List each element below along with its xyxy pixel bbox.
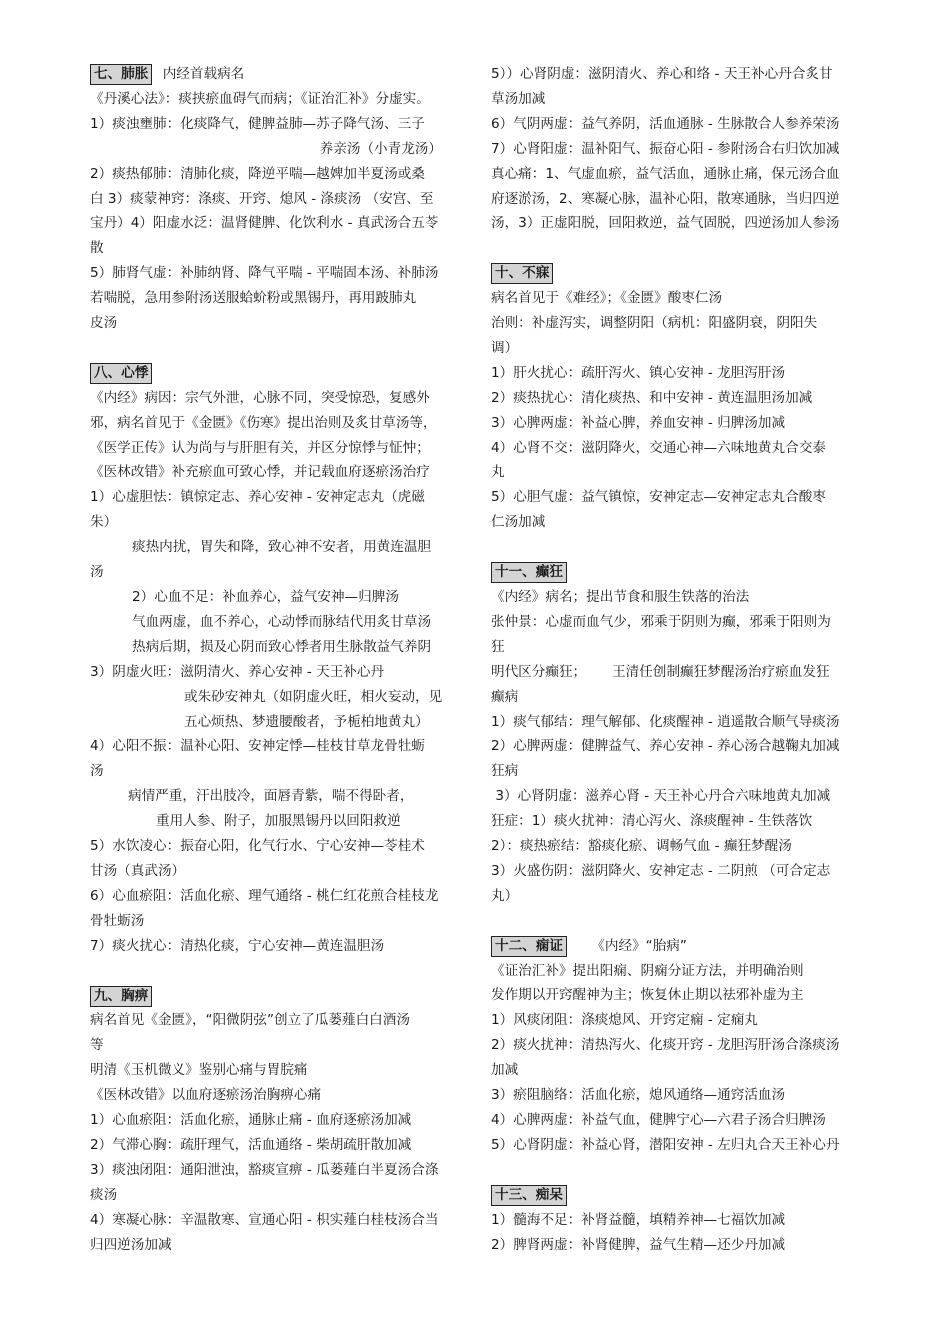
text-line: 甘汤（真武汤） bbox=[90, 862, 186, 879]
text-line: 《丹溪心法》：痰挟瘀血碍气而病；《证治汇补》分虚实。 bbox=[90, 90, 430, 107]
text-line: 治则：补虚泻实，调整阴阳（病机：阳盛阴衰，阴阳失 bbox=[491, 315, 818, 332]
text-line: 《医林改错》补充瘀血可致心悸，并记载血府逐瘀汤治疗 bbox=[90, 464, 430, 481]
section-chi-dai bbox=[491, 1183, 869, 1258]
section-xian-zheng bbox=[491, 934, 869, 1158]
text-line: 病名首见于《难经》；《金匮》酸枣仁汤 bbox=[491, 290, 723, 307]
section-title: 十一、癫狂 bbox=[491, 562, 567, 583]
text-line: 7）痰火扰心：清热化痰，宁心安神—黄连温胆汤 bbox=[90, 937, 385, 954]
text-line: 张仲景：心虚而血气少，邪乘于阴则为癫，邪乘于阳则为 bbox=[491, 613, 831, 630]
text-line: 宝丹）4）阳虚水泛：温肾健脾、化饮利水 - 真武汤合五苓 bbox=[90, 215, 439, 232]
section-bu-mei bbox=[491, 261, 869, 535]
section-title: 十二、痫证 bbox=[491, 936, 567, 957]
text-line: 2）脾肾两虚：补肾健脾，益气生精—还少丹加减 bbox=[491, 1236, 786, 1253]
text-line: 散 bbox=[90, 240, 104, 257]
text-line: 皮汤 bbox=[90, 315, 118, 332]
text-line: 病名首见《金匮》，“阳微阴弦”创立了瓜蒌薤白白酒汤 bbox=[90, 1012, 410, 1029]
text-line: 6）气阴两虚：益气养阴，活血通脉 - 生脉散合人参养荣汤 bbox=[491, 115, 840, 132]
text-line: 《内经》病因：宗气外泄，心脉不同，突受惊恐，复感外 bbox=[90, 389, 430, 406]
text-line: 2）气滞心胸：疏肝理气，活血通络 - 柴胡疏肝散加减 bbox=[90, 1136, 412, 1153]
text-line: 加减 bbox=[491, 1062, 519, 1079]
text-line: 5）心肾阴虚：补益心肾，潜阳安神 - 左归丸合天王补心丹 bbox=[491, 1136, 840, 1153]
text-line: 发作期以开窍醒神为主；恢复休止期以祛邪补虚为主 bbox=[491, 987, 804, 1004]
text-line: 汤 bbox=[90, 763, 104, 780]
text-line: 3）火盛伤阴：滋阴降火、安神定志 - 二阴煎 （可合定志 bbox=[491, 862, 831, 879]
text-line: 1）风痰闭阻：涤痰熄风、开窍定痫 - 定痫丸 bbox=[491, 1012, 758, 1029]
text-line: 癫病 bbox=[491, 688, 519, 705]
text-line: 《内经》病名；提出节食和服生铁落的治法 bbox=[491, 589, 750, 605]
text-line: 3）阴虚火旺：滋阴清火、养心安神 - 天王补心丹 bbox=[90, 663, 385, 680]
text-line: 朱） bbox=[90, 514, 118, 531]
text-line: 1）痰浊壅肺：化痰降气，健脾益肺—苏子降气汤、三子 bbox=[90, 115, 425, 132]
text-line: 1）痰气郁结：理气解郁、化痰醒神 - 逍遥散合顺气导痰汤 bbox=[491, 713, 840, 730]
text-line: 重用人参、附子，加服黑锡丹以回阳救逆 bbox=[156, 813, 401, 830]
section-heading bbox=[491, 934, 869, 959]
section-heading bbox=[90, 361, 468, 386]
section-note: 《内经》“胎病” bbox=[591, 937, 687, 954]
text-line: 5）肺肾气虚：补肺纳肾、降气平喘 - 平喘固本汤、补肺汤 bbox=[90, 265, 439, 282]
text-line: 2）心脾两虚：健脾益气、养心安神 - 养心汤合越鞠丸加减 bbox=[491, 738, 840, 755]
text-line: 1）肝火扰心：疏肝泻火、镇心安神 - 龙胆泻肝汤 bbox=[491, 364, 786, 381]
text-line: 3）痰浊闭阻：通阳泄浊，豁痰宣痹 - 瓜蒌薤白半夏汤合涤 bbox=[90, 1161, 439, 1178]
text-line: 4）心肾不交：滋阴降火，交通心神—六味地黄丸合交泰 bbox=[491, 439, 826, 456]
text-line: 邪，病名首见于《金匮》《伤寒》提出治则及炙甘草汤等， bbox=[90, 414, 437, 431]
section-title: 十、不寐 bbox=[491, 263, 553, 284]
text-line: 等 bbox=[90, 1037, 104, 1054]
text-line: 5））心肾阴虚：滋阴清火、养心和络 - 天王补心丹合炙甘 bbox=[491, 66, 833, 82]
text-line: 5）水饮凌心：振奋心阳，化气行水、宁心安神—苓桂术 bbox=[90, 838, 425, 855]
text-line: 五心烦热、梦遗腰酸者，予栀柏地黄丸） bbox=[184, 713, 429, 730]
text-line: 汤，3）正虚阳脱，回阳救逆，益气固脱，四逆汤加人参汤 bbox=[491, 215, 840, 232]
text-line: 狂症：1）痰火扰神：清心泻火、涤痰醒神 - 生铁落饮 bbox=[491, 813, 813, 830]
text-line: 狂病 bbox=[491, 763, 519, 780]
section-dian-kuang bbox=[491, 560, 869, 909]
text-line: 4）心脾两虚：补益气血，健脾宁心—六君子汤合归脾汤 bbox=[491, 1112, 826, 1129]
text-line: 3）瘀阻脑络：活血化瘀，熄风通络—通窍活血汤 bbox=[491, 1087, 786, 1104]
text-line: 6）心血瘀阻：活血化瘀、理气通络 - 桃仁红花煎合桂枝龙 bbox=[90, 887, 439, 904]
section-title: 九、胸痹 bbox=[90, 986, 152, 1007]
text-line: 或朱砂安神丸（如阴虚火旺，相火妄动，见 bbox=[184, 688, 443, 705]
text-line: 1）心虚胆怯：镇惊定志、养心安神 - 安神定志丸（虎磁 bbox=[90, 489, 425, 506]
text-line: 府逐淤汤，2、寒凝心脉，温补心阳，散寒通脉，当归四逆 bbox=[491, 190, 840, 207]
text-line: 明代区分癫狂； 王清任创制癫狂梦醒汤治疗瘀血发狂 bbox=[491, 663, 830, 680]
text-line: 2）痰热扰心：清化痰热、和中安神 - 黄连温胆汤加减 bbox=[491, 389, 813, 406]
text-line: 《医学正传》认为尚与与肝胆有关，并区分惊悸与怔忡； bbox=[90, 439, 430, 456]
text-line: 3）心肾阴虚：滋养心肾 - 天王补心丹合六味地黄丸加减 bbox=[491, 788, 831, 805]
text-line: 2）痰热郁肺：清肺化痰，降逆平喘—越婢加半夏汤或桑 bbox=[90, 165, 425, 182]
section-heading bbox=[90, 62, 468, 87]
text-line: 真心痛：1、气虚血瘀，益气活血，通脉止痛，保元汤合血 bbox=[491, 165, 840, 182]
section-heading bbox=[491, 560, 869, 585]
section-xiong-bi bbox=[90, 984, 468, 1258]
text-line: 5）心胆气虚：益气镇惊，安神定志—安神定志丸合酸枣 bbox=[491, 489, 826, 506]
text-line: 草汤加减 bbox=[491, 90, 546, 107]
section-note: 内经首载病名 bbox=[162, 66, 245, 82]
text-line: 1）心血瘀阻：活血化瘀，通脉止痛 - 血府逐瘀汤加减 bbox=[90, 1112, 412, 1129]
section-title: 十三、痴呆 bbox=[491, 1185, 567, 1206]
text-line: 2）痰火扰神：清热泻火、化痰开窍 - 龙胆泻肝汤合涤痰汤 bbox=[491, 1037, 840, 1054]
text-line: 丸） bbox=[491, 887, 519, 904]
text-line: 1）髓海不足：补肾益髓，填精养神—七福饮加减 bbox=[491, 1211, 786, 1228]
text-line: 7）心肾阳虚：温补阳气、振奋心阳 - 参附汤合右归饮加减 bbox=[491, 140, 840, 157]
text-line: 骨牡蛎汤 bbox=[90, 912, 145, 929]
text-line: 汤 bbox=[90, 564, 104, 581]
section-heading bbox=[491, 261, 869, 286]
section-xiong-bi-continued bbox=[491, 62, 869, 236]
text-line: 归四逆汤加减 bbox=[90, 1236, 172, 1253]
text-line: 调） bbox=[491, 339, 519, 356]
section-xin-ji bbox=[90, 361, 468, 959]
text-line: 痰汤 bbox=[90, 1186, 118, 1203]
text-line: 若喘脱，急用参附汤送服蛤蚧粉或黑锡丹，再用跛肺丸 bbox=[90, 290, 417, 307]
text-line: 仁汤加减 bbox=[491, 514, 546, 531]
text-line: 丸 bbox=[491, 464, 505, 481]
right-column bbox=[491, 62, 869, 1257]
text-line: 2）心血不足：补血养心，益气安神—归脾汤 bbox=[132, 589, 399, 606]
text-line: 狂 bbox=[491, 638, 505, 655]
section-heading bbox=[491, 1183, 869, 1208]
text-line: 4）寒凝心脉：辛温散寒、宣通心阳 - 枳实薤白桂枝汤合当 bbox=[90, 1211, 439, 1228]
text-line: 2）：痰热瘀结：豁痰化瘀、调畅气血 - 癫狂梦醒汤 bbox=[491, 838, 792, 855]
left-column bbox=[90, 62, 468, 1257]
section-title: 八、心悸 bbox=[90, 363, 152, 384]
text-line: 《医林改错》以血府逐瘀汤治胸痹心痛 bbox=[90, 1087, 322, 1104]
text-line: 白 3）痰蒙神窍：涤痰、开窍、熄风 - 涤痰汤 （安宫、至 bbox=[90, 190, 434, 207]
text-line: 《证治汇补》提出阳痫、阴痫分证方法，并明确治则 bbox=[491, 962, 804, 979]
section-fei-zhang bbox=[90, 62, 468, 336]
text-line: 气血两虚，血不养心，心动悸而脉结代用炙甘草汤 bbox=[132, 613, 432, 630]
text-line: 4）心阳不振：温补心阳、安神定悸—桂枝甘草龙骨牡蛎 bbox=[90, 738, 425, 755]
text-line: 病情严重，汗出肢冷，面唇青紫，喘不得卧者， bbox=[128, 788, 414, 805]
text-line: 热病后期，损及心阴而致心悸者用生脉散益气养阴 bbox=[132, 638, 432, 655]
text-line: 痰热内扰，胃失和降，致心神不安者，用黄连温胆 bbox=[132, 539, 432, 556]
text-line: 明清《玉机微义》鉴别心痛与胃脘痛 bbox=[90, 1062, 308, 1079]
text-line: 养亲汤（小青龙汤） bbox=[319, 140, 442, 157]
section-title: 七、肺胀 bbox=[90, 64, 152, 85]
section-heading bbox=[90, 984, 468, 1009]
text-line: 3）心脾两虚：补益心脾，养血安神 - 归脾汤加减 bbox=[491, 414, 786, 431]
